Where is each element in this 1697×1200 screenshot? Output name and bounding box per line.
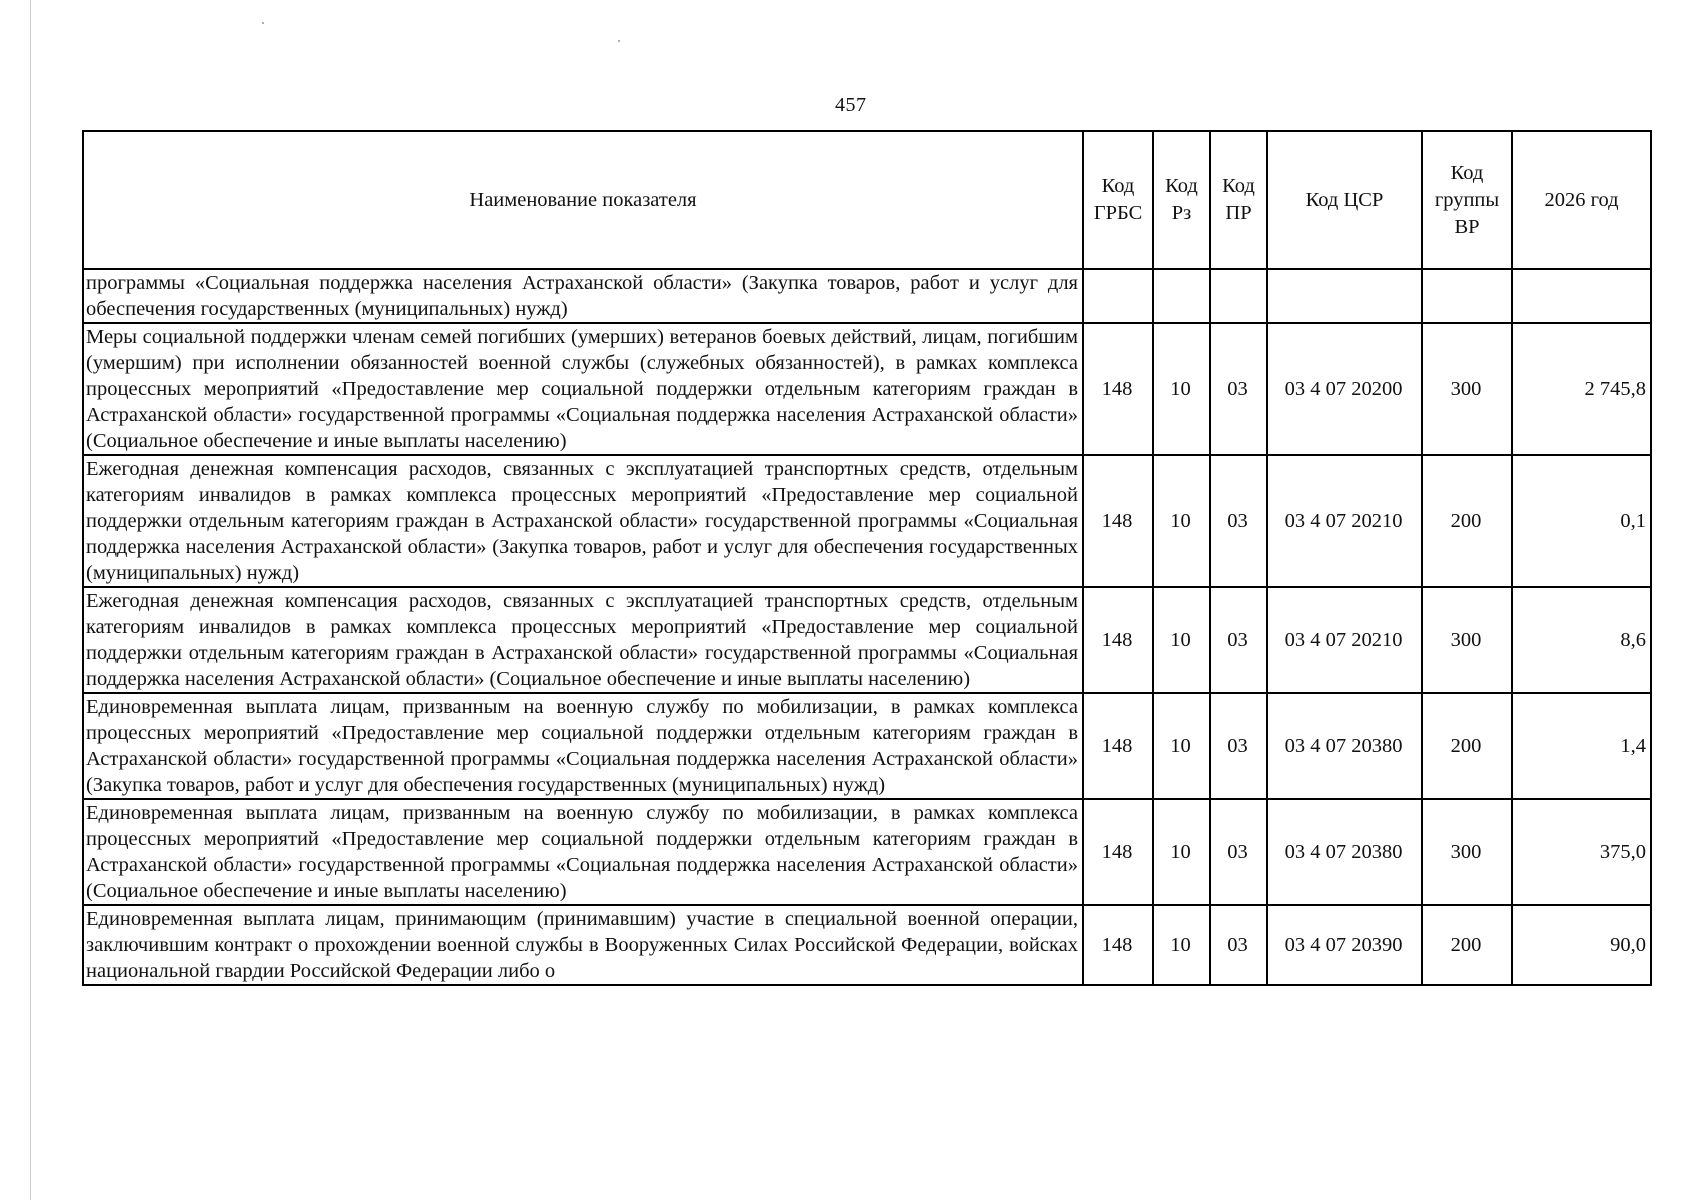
row-rz: 10 — [1153, 587, 1210, 693]
row-csr: 03 4 07 20390 — [1267, 905, 1422, 985]
row-amount: 1,4 — [1512, 693, 1651, 799]
row-amount: 90,0 — [1512, 905, 1651, 985]
header-csr: Код ЦСР — [1267, 131, 1422, 269]
row-name: программы «Социальная поддержка населения Астраханской области» (Закупка товаров, работ и услуг для обеспечения государственных (муниципальных) нужд) — [83, 269, 1083, 323]
row-amount: 8,6 — [1512, 587, 1651, 693]
table-row — [83, 799, 1651, 905]
header-rz: Код Рз — [1153, 131, 1210, 269]
row-rz: 10 — [1153, 455, 1210, 587]
row-name: Единовременная выплата лицам, призванным на военную службу по мобилизации, в рамках комплекса процессных мероприятий «Предоставление мер социальной поддержки отдельным категориям граждан в Астраханской области» государственной программы «Социальная поддержка населения Астраханской области» (Социальное обеспечение и иные выплаты населению) — [83, 799, 1083, 905]
row-grbs: 148 — [1083, 587, 1153, 693]
row-name: Единовременная выплата лицам, призванным на военную службу по мобилизации, в рамках комплекса процессных мероприятий «Предоставление мер социальной поддержки отдельным категориям граждан в Астраханской области» государственной программы «Социальная поддержка населения Астраханской области» (Закупка товаров, работ и услуг для обеспечения государственных (муниципальных) нужд) — [83, 693, 1083, 799]
table-row — [83, 905, 1651, 985]
row-amount: 0,1 — [1512, 455, 1651, 587]
table-row — [83, 269, 1651, 323]
row-vr: 300 — [1422, 799, 1512, 905]
row-name: Ежегодная денежная компенсация расходов, связанных с эксплуатацией транспортных средств, отдельным категориям инвалидов в рамках комплекса процессных мероприятий «Предоставление мер социальной поддержки отдельным категориям граждан в Астраханской области» государственной программы «Социальная поддержка населения Астраханской области» (Закупка товаров, работ и услуг для обеспечения государственных (муниципальных) нужд) — [83, 455, 1083, 587]
table-row — [83, 693, 1651, 799]
row-name: Меры социальной поддержки членам семей погибших (умерших) ветеранов боевых действий, лицам, погибшим (умершим) при исполнении обязанностей военной службы (служебных обязанностей), в рамках комплекса процессных мероприятий «Предоставление мер социальной поддержки отдельным категориям граждан в Астраханской области» государственной программы «Социальная поддержка населения Астраханской области» (Социальное обеспечение и иные выплаты населению) — [83, 323, 1083, 455]
row-pr: 03 — [1210, 799, 1267, 905]
row-csr: 03 4 07 20210 — [1267, 587, 1422, 693]
scan-speck — [262, 22, 264, 24]
header-grbs: Код ГРБС — [1083, 131, 1153, 269]
page-number: 457 — [835, 94, 867, 116]
row-grbs: 148 — [1083, 455, 1153, 587]
row-rz — [1153, 269, 1210, 323]
row-grbs — [1083, 269, 1153, 323]
row-grbs: 148 — [1083, 323, 1153, 455]
scan-speck — [618, 40, 620, 42]
row-name: Ежегодная денежная компенсация расходов, связанных с эксплуатацией транспортных средств, отдельным категориям инвалидов в рамках комплекса процессных мероприятий «Предоставление мер социальной поддержки отдельным категориям граждан в Астраханской области» государственной программы «Социальная поддержка населения Астраханской области» (Социальное обеспечение и иные выплаты населению) — [83, 587, 1083, 693]
row-csr: 03 4 07 20380 — [1267, 693, 1422, 799]
header-vr: Код группы ВР — [1422, 131, 1512, 269]
row-vr: 300 — [1422, 323, 1512, 455]
row-csr: 03 4 07 20210 — [1267, 455, 1422, 587]
row-csr: 03 4 07 20380 — [1267, 799, 1422, 905]
row-vr: 200 — [1422, 455, 1512, 587]
row-pr: 03 — [1210, 693, 1267, 799]
header-year: 2026 год — [1512, 131, 1651, 269]
table-row — [83, 323, 1651, 455]
row-pr: 03 — [1210, 905, 1267, 985]
row-pr: 03 — [1210, 455, 1267, 587]
row-pr: 03 — [1210, 587, 1267, 693]
table-row — [83, 455, 1651, 587]
row-grbs: 148 — [1083, 799, 1153, 905]
row-pr: 03 — [1210, 323, 1267, 455]
table-header-row — [83, 131, 1651, 269]
row-rz: 10 — [1153, 693, 1210, 799]
table-row — [83, 587, 1651, 693]
row-grbs: 148 — [1083, 905, 1153, 985]
row-vr: 300 — [1422, 587, 1512, 693]
page-left-edge-line — [30, 0, 31, 1200]
row-vr: 200 — [1422, 905, 1512, 985]
header-pr: Код ПР — [1210, 131, 1267, 269]
row-csr — [1267, 269, 1422, 323]
header-name: Наименование показателя — [83, 131, 1083, 269]
row-grbs: 148 — [1083, 693, 1153, 799]
row-vr: 200 — [1422, 693, 1512, 799]
row-rz: 10 — [1153, 905, 1210, 985]
row-pr — [1210, 269, 1267, 323]
row-amount: 2 745,8 — [1512, 323, 1651, 455]
row-vr — [1422, 269, 1512, 323]
row-rz: 10 — [1153, 799, 1210, 905]
row-amount: 375,0 — [1512, 799, 1651, 905]
budget-table — [82, 130, 1652, 986]
row-name: Единовременная выплата лицам, принимающим (принимавшим) участие в специальной военной операции, заключившим контракт о прохождении военной службы в Вооруженных Силах Российской Федерации, войсках национальной гвардии Российской Федерации либо о — [83, 905, 1083, 985]
row-csr: 03 4 07 20200 — [1267, 323, 1422, 455]
row-rz: 10 — [1153, 323, 1210, 455]
row-amount — [1512, 269, 1651, 323]
